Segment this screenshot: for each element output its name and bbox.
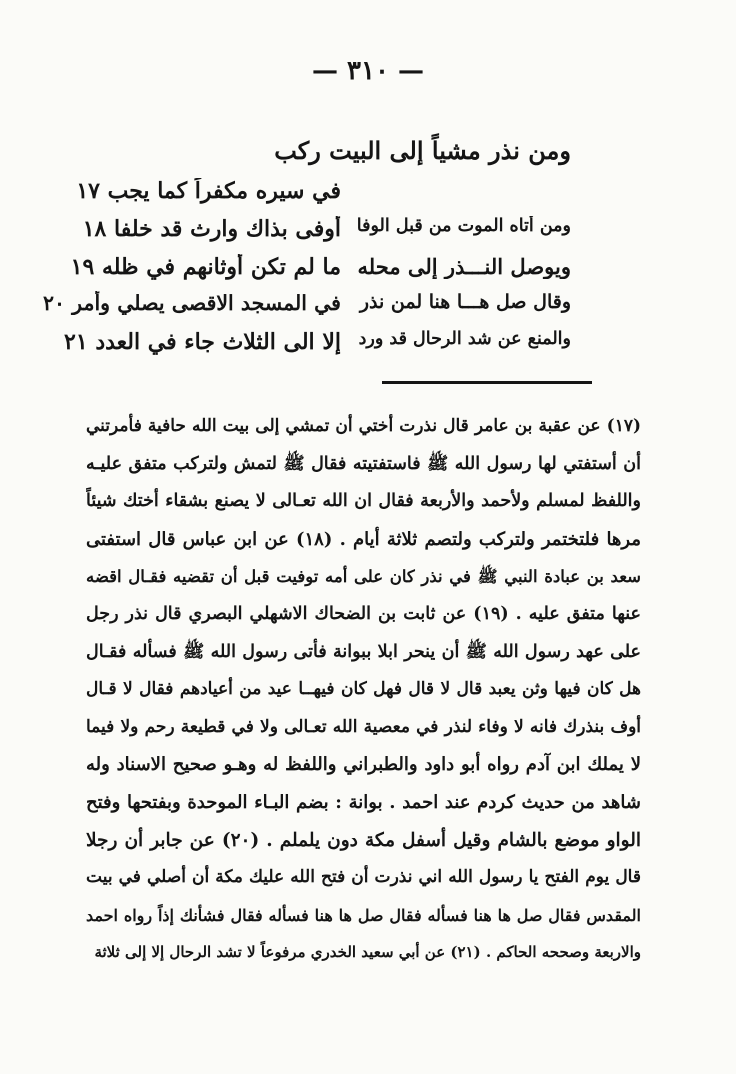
page-number: — ٣١٠ — — [311, 56, 425, 86]
verse-line — [82, 216, 571, 256]
verse-line — [43, 291, 571, 331]
commentary-text — [86, 408, 641, 972]
commentary-line: أوف بنذرك فانه لا وفاء لنذر في معصية الله تعـالى ولا في قطيعة رحم ولا فيما — [86, 716, 641, 737]
commentary-line: عنها متفق عليه . (١٩) عن ثابت بن الضحاك الاشهلي البصري قال نذر رجل — [86, 603, 641, 624]
commentary-line: واللفظ لمسلم ولأحمد والأربعة فقال ان الله تعـالى لا يصنع بشقاء أختك شيئاً — [86, 491, 641, 512]
section-divider — [382, 381, 592, 384]
verse-second-hemistich: في سيره مكفراً كما يجب ١٧ — [76, 178, 341, 204]
commentary-line: هل كان فيها وثن يعبد قال لا قال فهل كان فيهــا عيد من أعيادهم فقال لا قـال — [86, 679, 641, 700]
commentary-line: والاربعة وصححه الحاكم . (٢١) عن أبي سعيد الخدري مرفوعاً لا تشد الرحال إلا إلى ثلاثة — [94, 943, 641, 962]
commentary-line: لا يملك ابن آدم رواه أبو داود والطبراني واللفظ له وهـو صحيح الاسناد وله — [86, 754, 641, 776]
commentary-line: الواو موضع بالشام وقيل أسفل مكة دون يلملم . (٢٠) عن جابر أن رجلا — [86, 829, 641, 851]
commentary-line: قال يوم الفتح يا رسول الله اني نذرت أن فتح الله عليك مكة أن أصلي في بيت — [86, 867, 641, 888]
verse-second-hemistich: ما لم تكن أوثانهم في ظله ١٩ — [70, 254, 341, 280]
commentary-line: على عهد رسول الله ﷺ أن ينحر ابلا ببوانة فأتى رسول الله ﷺ فسأله فقـال — [86, 641, 641, 662]
commentary-line: أن أستفتي لها رسول الله ﷺ فاستفتيته فقال ﷺ لتمش ولتركب متفق عليـه — [86, 453, 641, 474]
commentary-line: مرها فلتختمر ولتركب ولتصم ثلاثة أيام . (١٨) عن ابن عباس قال استفتى — [86, 528, 641, 550]
commentary-line: (١٧) عن عقبة بن عامر قال نذرت أختي أن تمشي إلى بيت الله حافية فأمرتني — [86, 416, 641, 436]
verse-second-hemistich: إلا الى الثلاث جاء في العدد ٢١ — [64, 329, 341, 355]
verse-first-hemistich: والمنع عن شد الرحال قد ورد — [358, 329, 571, 349]
verse-line — [76, 178, 571, 218]
verse-first-hemistich: ومن أتاه الموت من قبل الوفا — [356, 216, 571, 236]
verse-second-hemistich: أوفى بذاك وارث قد خلفا ١٨ — [82, 216, 341, 242]
verse-first-hemistich: وقال صل هـــا هنا لمن نذر — [359, 291, 571, 313]
commentary-line: شاهد من حديث كردم عند احمد . بوانة : بضم البـاء الموحدة وبفتحها وفتح — [86, 791, 641, 813]
commentary-line: المقدس فقال صل ها هنا فسأله فقال صل ها هنا فسأله فقال فشأنك إذاً رواه احمد — [86, 905, 641, 925]
verse-second-hemistich: في المسجد الاقصى يصلي وأمر ٢٠ — [43, 291, 341, 315]
commentary-line: سعد بن عبادة النبي ﷺ في نذر كان على أمه توفيت قبل أن تقضيه فقـال اقضه — [86, 567, 641, 587]
verse-line — [64, 329, 571, 369]
verse-intro: ومن نذر مشياً إلى البيت ركب — [274, 136, 571, 165]
verse-line — [70, 254, 571, 294]
verse-first-hemistich: ويوصل النـــذر إلى محله — [357, 254, 571, 279]
